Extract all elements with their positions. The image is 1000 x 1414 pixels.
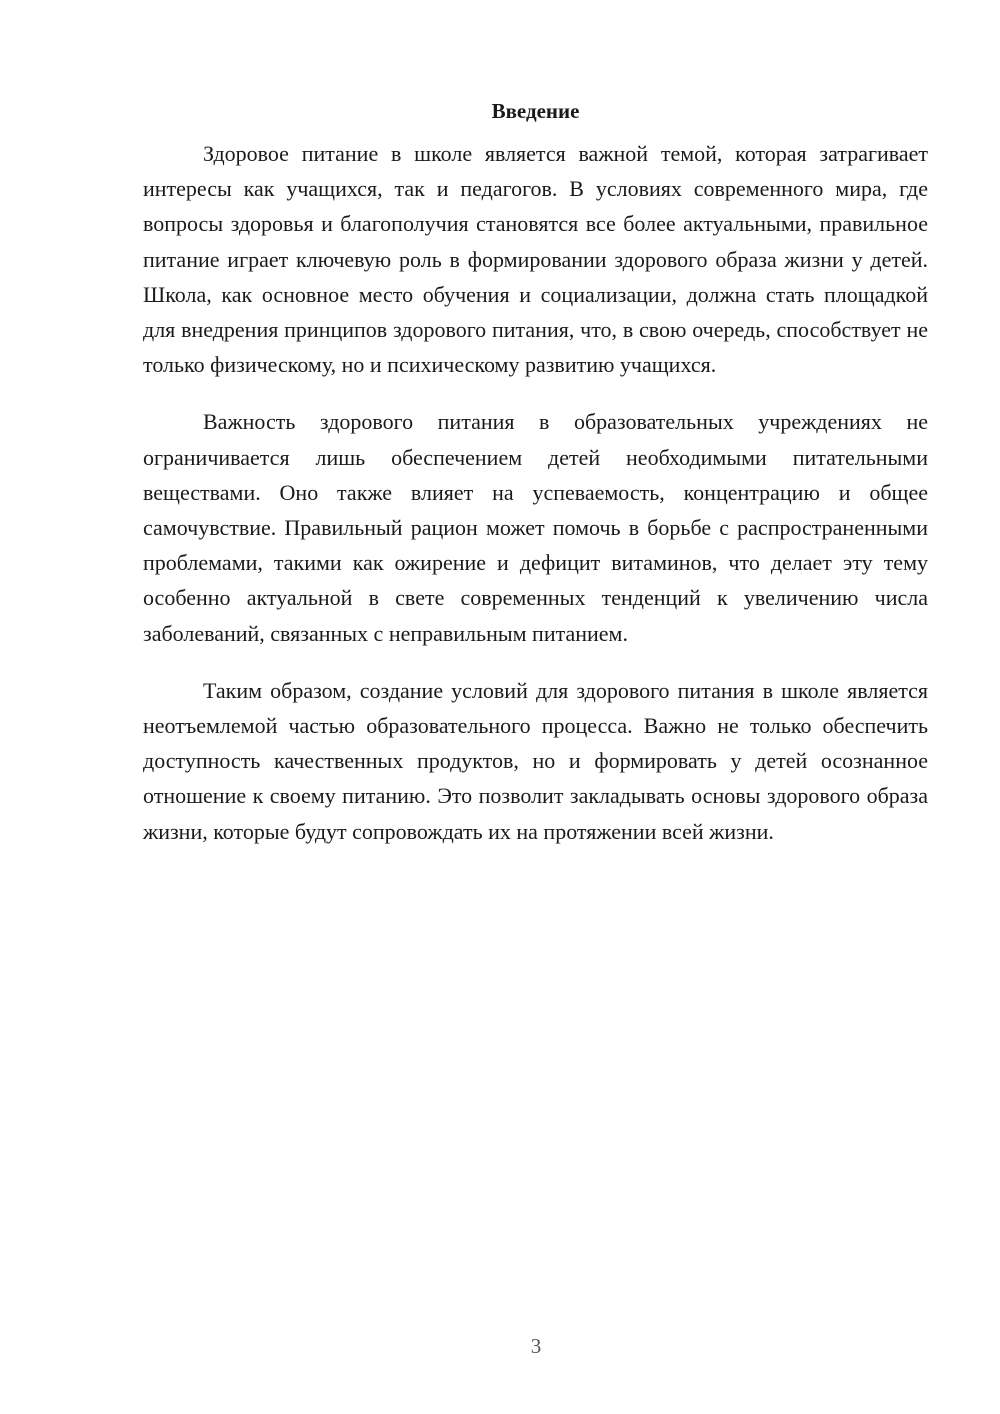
paragraph-2: Важность здорового питания в образовательных учреждениях не ограничивается лишь обеспечением детей необходимыми питательными веществами. Оно также влияет на успеваемость, концентрацию и общее самочувствие. Правильный рацион может помочь в борьбе с распространенными проблемами, такими как ожирение и дефицит витаминов, что делает эту тему особенно актуальной в свете современных тенденций к увеличению числа заболеваний, связанных с неправильным питанием. (143, 409, 928, 646)
paragraph-1: Здоровое питание в школе является важной темой, которая затрагивает интересы как учащихся, так и педагогов. В условиях современного мира, где вопросы здоровья и благополучия становятся все более актуальными, правильное питание играет ключевую роль в формировании здорового образа жизни у детей. Школа, как основное место обучения и социализации, должна стать площадкой для внедрения принципов здорового питания, что, в свою очередь, способствует не только физическому, но и психическому развитию учащихся. (143, 141, 928, 378)
page-number: 3 (530, 1334, 542, 1358)
paragraph-3: Таким образом, создание условий для здорового питания в школе является неотъемлемой частью образовательного процесса. Важно не только обеспечить доступность качественных продуктов, но и формировать у детей осознанное отношение к своему питанию. Это позволит закладывать основы здорового образа жизни, которые будут сопровождать их на протяжении всей жизни. (143, 677, 928, 844)
page-content (143, 96, 928, 871)
section-heading: Введение (491, 99, 580, 123)
